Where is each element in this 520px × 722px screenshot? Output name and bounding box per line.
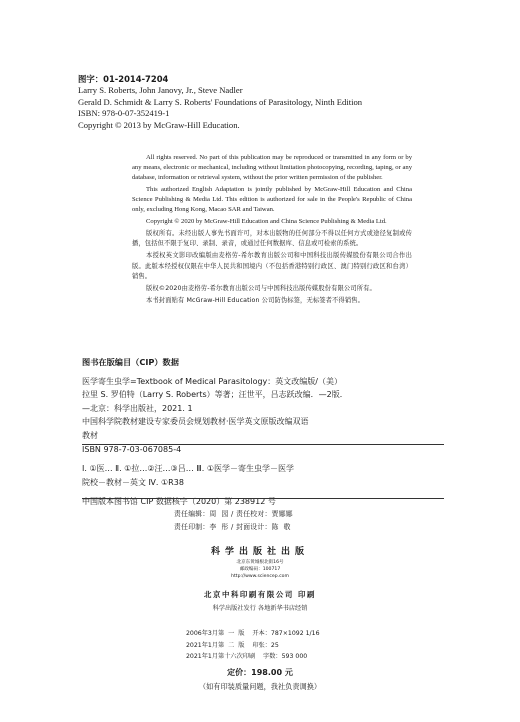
editor-line: 责任印制：李 彤 / 封面设计：陈 敬 [174, 523, 291, 531]
cip-classification: 院校－教材－英文 Ⅳ. ①R38 [82, 477, 184, 487]
editor-credits [174, 508, 293, 534]
cip-line: 医学寄生虫学=Textbook of Medical Parasitology：英文改编版/（美） [82, 376, 342, 386]
original-authors: Larry S. Roberts, John Janovy, Jr., Steve Nadler [78, 85, 243, 96]
publisher-address [0, 560, 520, 580]
publisher-street: 北京东黄城根北街16号 [236, 560, 284, 565]
printer-name: 北京中科印刷有限公司 印刷 [203, 590, 317, 599]
registration-number: 图字：01-2014-7204 [78, 74, 169, 84]
rights-paragraph-english-1: All rights reserved. No part of this publication may be reproduced or transmitted in any form or by any means, electronic or mechanical, including without limitation photocopying, recording, taping, or any database, information or retrieval system, without the prior written permission of the publisher. [132, 154, 412, 181]
copyright-header-block [78, 74, 478, 131]
divider [82, 444, 444, 445]
cip-isbn: ISBN 978-7-03-067085-4 [82, 444, 182, 454]
publisher-website: http://www.sciencep.com [231, 573, 289, 579]
rights-paragraph-chinese-3: 版权©2020由麦格劳-希尔教育出版公司与中国科技出版传媒股份有限公司所有。 [146, 285, 376, 293]
distribution-info: 科学出版社发行 各地新华书店经销 [212, 605, 308, 612]
rights-paragraph-chinese-1: 版权所有。未经出版人事先书面许可，对本出版物的任何部分不得以任何方式或途径复制或传播，包括但不限于复印、录制、录音，或通过任何数据库、信息或可检索的系统。 [132, 230, 412, 248]
cip-line: 教材 [82, 430, 98, 440]
cip-line: —北京：科学出版社，2021. 1 [82, 403, 193, 413]
edition-info [186, 628, 320, 663]
rights-statement [132, 153, 412, 308]
rights-paragraph-chinese-4: 本书封面贴有 McGraw-Hill Education 公司防伪标签，无标签者不得销售。 [146, 297, 365, 305]
edition-line: 2006年3月第 一 版 开本：787×1092 1/16 [186, 630, 320, 637]
rights-paragraph-chinese-2: 本授权英文影印改编版由麦格劳-希尔教育出版公司和中国科技出版传媒股份有限公司合作出版。此版本经授权仅限在中华人民共和国境内（不包括香港特别行政区、澳门特别行政区和台湾）销售。 [132, 252, 412, 280]
edition-line: 2021年1月第 二 版 印张：25 [186, 641, 279, 649]
cip-classification: Ⅰ. ①医… Ⅱ. ①拉…②汪…③吕… Ⅲ. ①医学－寄生虫学－医学 [82, 464, 295, 474]
cip-record-number: 中国版本图书馆 CIP 数据核字（2020）第 238912 号 [82, 497, 276, 507]
cip-data-block [82, 356, 472, 509]
publisher-name: 科学出版社出版 [210, 547, 309, 557]
rights-paragraph-english-2: This authorized English Adaptation is jointly published by McGraw-Hill Education and China Science Publishing & Media Ltd. This edition is authorized for sale in the People's Republic of China only, excluding Hong Kong, Macao SAR and Taiwan. [132, 186, 412, 213]
original-isbn: ISBN: 978-0-07-352419-1 [78, 108, 170, 119]
original-title: Gerald D. Schmidt & Larry S. Roberts' Foundations of Parasitology, Ninth Edition [78, 96, 363, 107]
original-copyright: Copyright © 2013 by McGraw-Hill Education. [78, 119, 240, 130]
divider [82, 498, 444, 499]
editor-line: 责任编辑：周 园 / 责任校对：贾娜娜 [174, 510, 293, 518]
cip-line: 中国科学院教材建设专家委员会规划教材·医学英文原版改编双语 [82, 417, 309, 427]
cip-line: 拉里 S. 罗伯特（Larry S. Roberts）等著；汪世平，吕志跃改编．—2版． [82, 390, 348, 400]
rights-paragraph-english-3: Copyright © 2020 by McGraw-Hill Education and China Science Publishing & Media Ltd. [146, 218, 387, 225]
quality-notice: （如有印装质量问题，我社负责调换） [198, 682, 322, 691]
edition-line: 2021年1月第十六次印刷 字数：593 000 [186, 653, 308, 661]
cip-title: 图书在版编目（CIP）数据 [82, 357, 179, 367]
publisher-postcode: 邮政编码：100717 [239, 566, 281, 572]
price: 定价：198.00 元 [227, 668, 293, 677]
